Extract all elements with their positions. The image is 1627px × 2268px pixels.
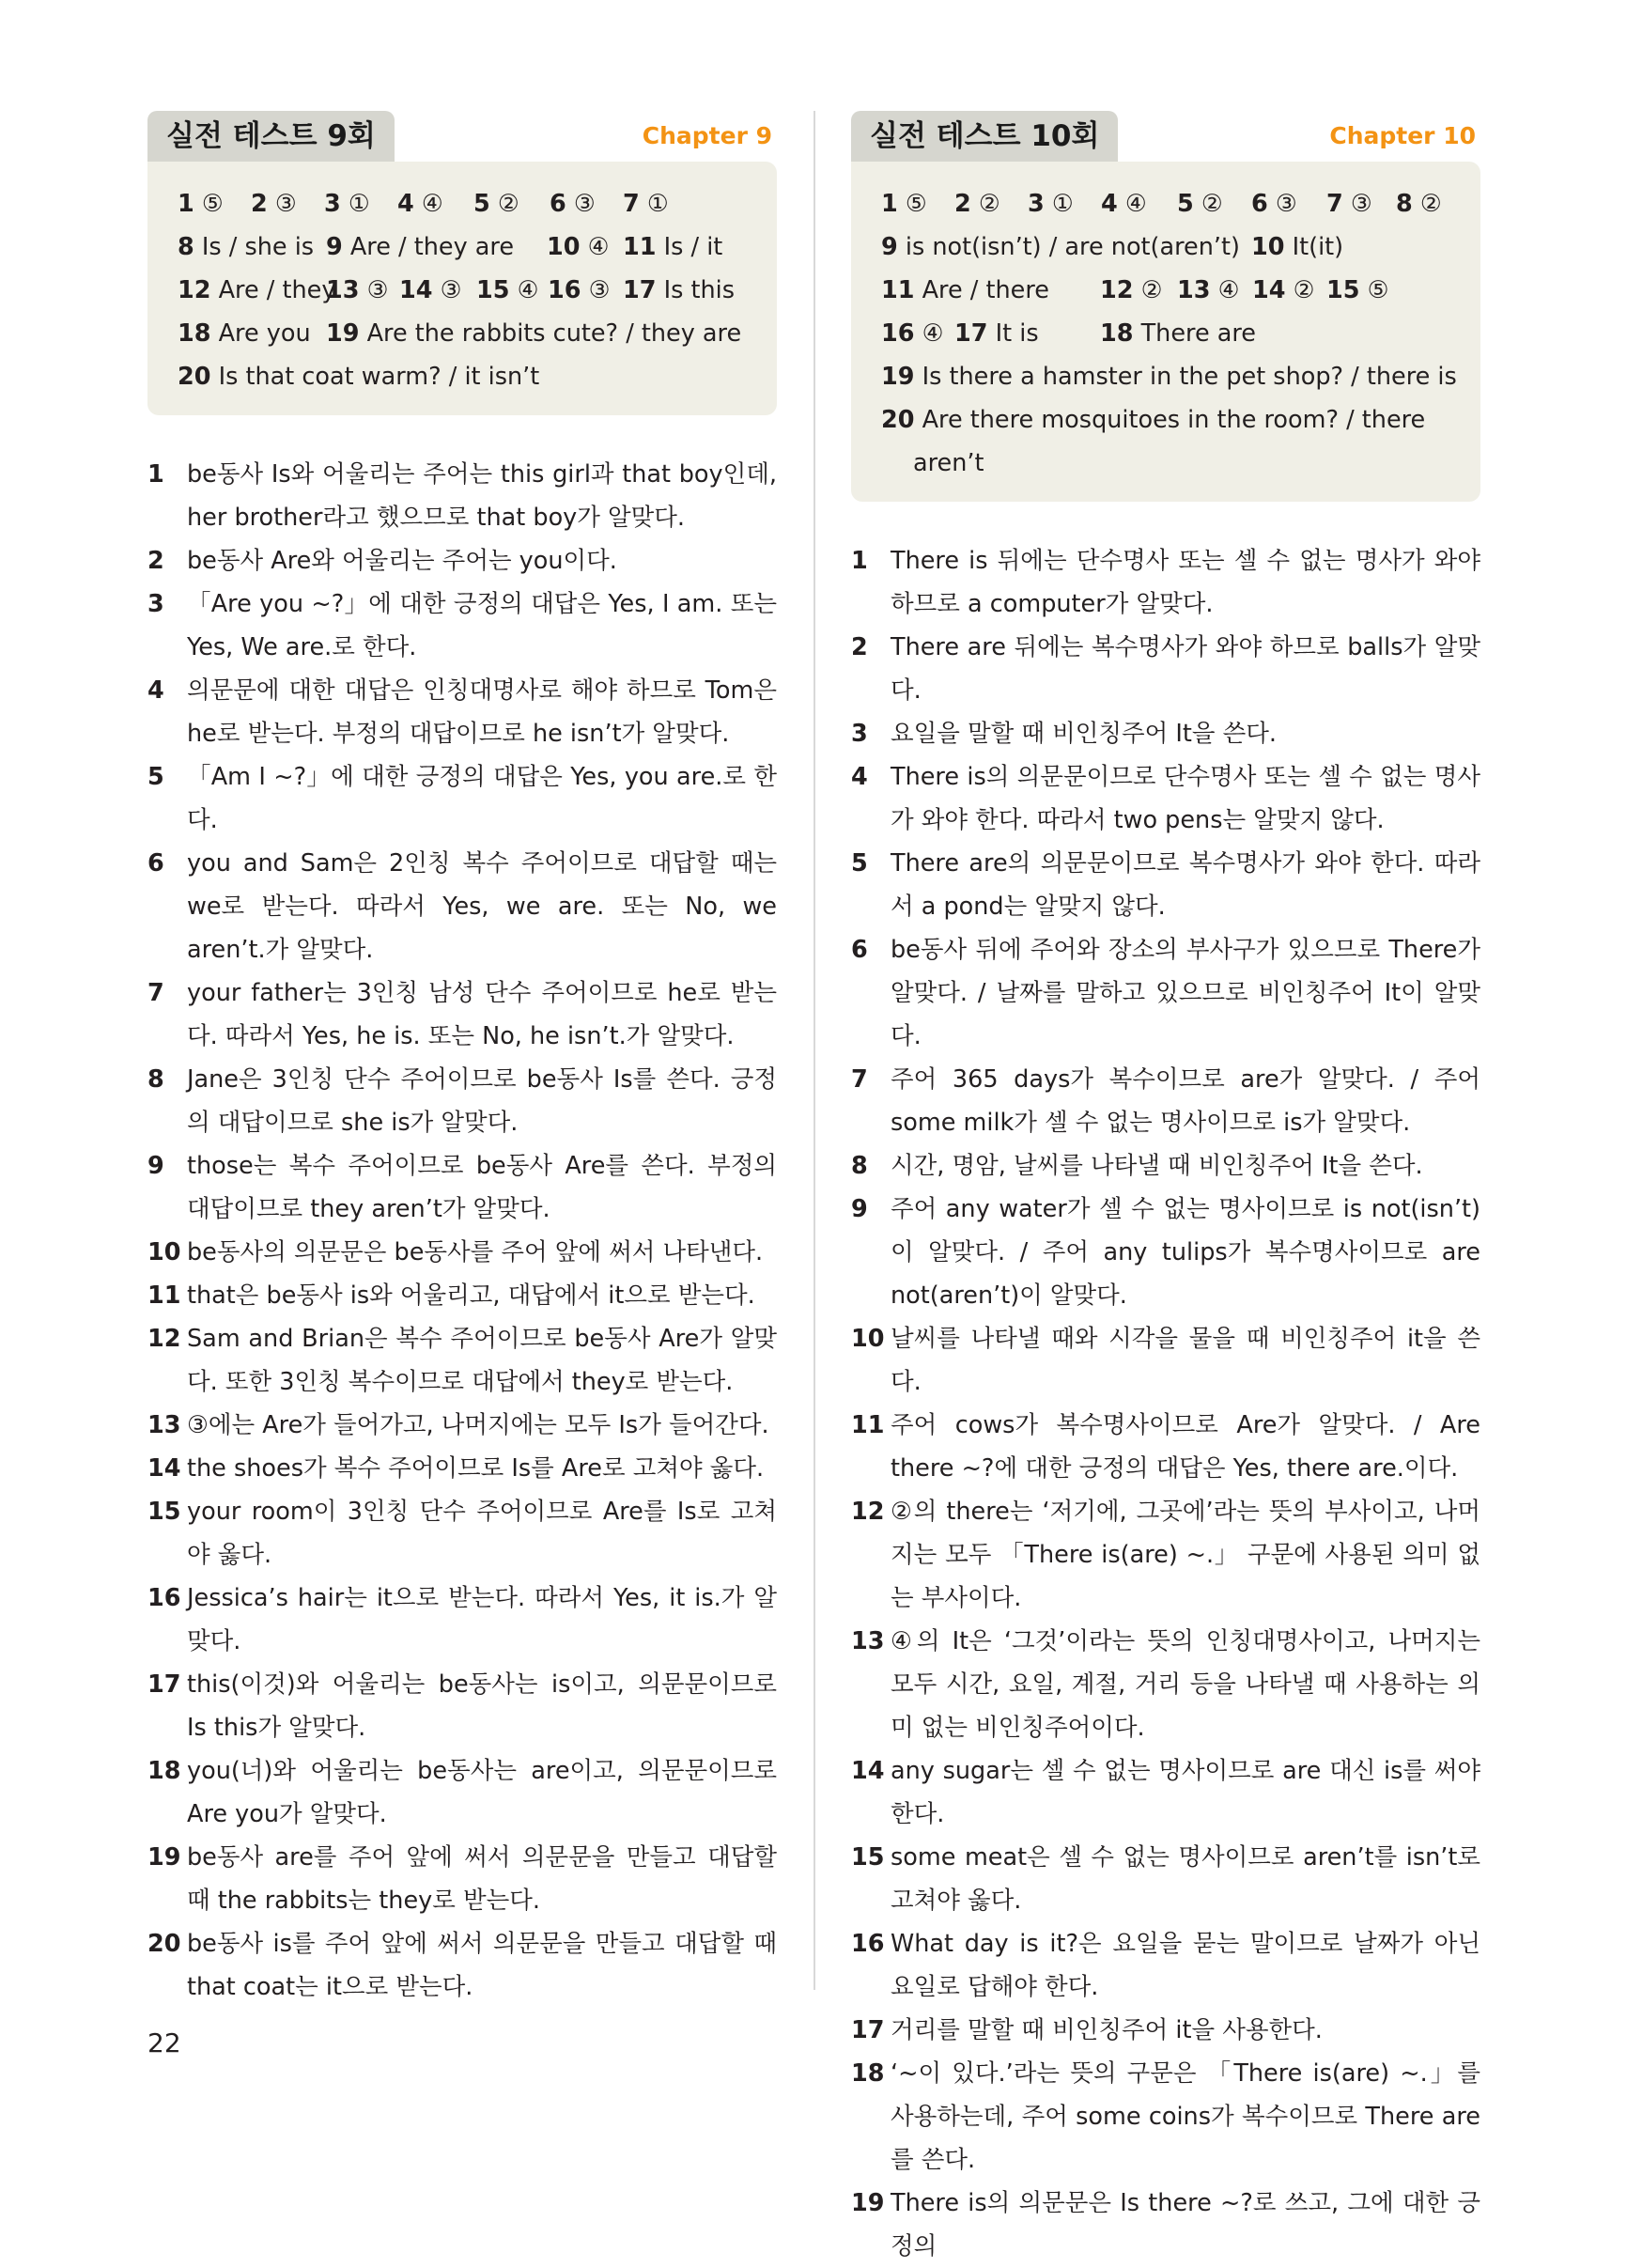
explanation-number: 14 xyxy=(147,1454,181,1483)
explanation-item xyxy=(147,1836,777,1922)
answer-number: 16 xyxy=(881,319,915,348)
answer-text: is not(isn’t) / are not(aren’t) xyxy=(905,233,1240,261)
explanation-number: 10 xyxy=(851,1325,885,1353)
answer-number: 2 xyxy=(954,190,971,218)
explanation-number: 12 xyxy=(851,1498,885,1526)
explanation-text: 날씨를 나타낼 때와 시각을 물을 때 비인칭주어 it을 쓴다. xyxy=(891,1325,1480,1396)
answer-row xyxy=(881,355,1457,398)
answer-text: Is this xyxy=(663,276,736,304)
explanation-number: 11 xyxy=(851,1411,885,1439)
answer-number: 7 xyxy=(623,190,640,218)
answer-item xyxy=(881,398,1425,442)
explanation-item xyxy=(851,2182,1480,2268)
answer-row xyxy=(178,225,749,269)
answer-text: Are / there xyxy=(922,276,1049,304)
explanation-number: 15 xyxy=(851,1843,885,1872)
explanation-item xyxy=(851,842,1480,928)
answer-item xyxy=(1100,312,1256,355)
answer-number: 5 xyxy=(1177,190,1194,218)
chapter-label: Chapter 9 xyxy=(642,122,772,149)
answer-item xyxy=(1326,269,1388,312)
explanation-item xyxy=(147,755,777,842)
answer-text: Is / she is xyxy=(201,233,315,261)
explanation-item xyxy=(851,1058,1480,1144)
answer-text: ④ xyxy=(587,233,610,261)
answer-number: 17 xyxy=(954,319,988,348)
explanation-text: Jane은 3인칭 단수 주어이므로 be동사 Is를 쓴다. 긍정의 대답이므로 she is가 알맞다. xyxy=(187,1065,777,1137)
answer-number: 14 xyxy=(399,276,433,304)
explanation-item xyxy=(851,712,1480,755)
explanation-text: There are 뒤에는 복수명사가 와야 하므로 balls가 알맞다. xyxy=(891,633,1480,705)
answer-number: 8 xyxy=(178,233,194,261)
answer-number: 18 xyxy=(1100,319,1134,348)
explanation-text: There is의 의문문이므로 단수명사 또는 셀 수 없는 명사가 와야 한다. 따라서 two pens는 알맞지 않다. xyxy=(891,763,1480,834)
explanation-text: ②의 there는 ‘저기에, 그곳에’라는 뜻의 부사이고, 나머지는 모두 「There is(are) ~.」 구문에 사용된 의미 없는 부사이다. xyxy=(891,1498,1480,1612)
explanation-number: 1 xyxy=(147,460,164,489)
answer-item xyxy=(1251,225,1343,269)
explanation-text: There is의 의문문은 Is there ~?로 쓰고, 그에 대한 긍정의 xyxy=(891,2189,1480,2260)
answer-text: Is / it xyxy=(663,233,723,261)
explanation-text: be동사 뒤에 주어와 장소의 부사구가 있으므로 There가 알맞다. / 날짜를 말하고 있으므로 비인칭주어 It이 알맞다. xyxy=(891,936,1480,1050)
answer-item xyxy=(178,355,539,398)
explanation-item xyxy=(851,1144,1480,1188)
explanation-number: 16 xyxy=(147,1584,181,1612)
answer-text: ② xyxy=(497,190,519,218)
explanation-item xyxy=(851,1490,1480,1620)
page-number: 22 xyxy=(147,2027,181,2058)
answer-text: It(it) xyxy=(1292,233,1344,261)
answer-item xyxy=(881,225,1240,269)
answer-text: ④ xyxy=(922,319,944,348)
explanation-number: 4 xyxy=(147,676,164,705)
explanation-item xyxy=(147,971,777,1058)
explanation-item xyxy=(851,2009,1480,2052)
explanation-number: 6 xyxy=(147,849,164,878)
answer-number: 2 xyxy=(251,190,268,218)
chapter-label: Chapter 10 xyxy=(1329,122,1476,149)
answer-item xyxy=(326,312,741,355)
answer-text: ③ xyxy=(1275,190,1297,218)
answer-row xyxy=(881,398,1452,442)
answer-number: 4 xyxy=(1101,190,1118,218)
explanation-number: 10 xyxy=(147,1238,181,1266)
explanation-number: 9 xyxy=(147,1152,164,1180)
answer-row xyxy=(178,182,749,225)
answer-item xyxy=(881,355,1457,398)
right-column xyxy=(851,111,1480,2268)
answer-text: ② xyxy=(978,190,1000,218)
explanation-item xyxy=(851,539,1480,626)
explanation-number: 3 xyxy=(851,720,868,748)
answer-text: Are you xyxy=(218,319,311,348)
answer-number: 13 xyxy=(1177,276,1211,304)
answer-text: ③ xyxy=(366,276,389,304)
explanation-number: 3 xyxy=(147,590,164,618)
answer-text: ③ xyxy=(440,276,462,304)
explanation-list xyxy=(851,539,1480,2268)
explanation-item xyxy=(851,1749,1480,1836)
explanation-item xyxy=(147,539,777,583)
explanation-text: Sam and Brian은 복수 주어이므로 be동사 Are가 알맞다. 또한 3인칭 복수이므로 대답에서 they로 받는다. xyxy=(187,1325,777,1396)
answer-number: 14 xyxy=(1252,276,1286,304)
explanation-text: 「Are you ~?」에 대한 긍정의 대답은 Yes, I am. 또는 Yes, We are.로 한다. xyxy=(187,590,777,661)
explanation-number: 11 xyxy=(147,1282,181,1310)
explanation-number: 2 xyxy=(851,633,868,661)
answer-text: ⑤ xyxy=(201,190,224,218)
explanation-item xyxy=(851,2052,1480,2182)
explanation-text: 시간, 명암, 날씨를 나타낼 때 비인칭주어 It을 쓴다. xyxy=(891,1152,1423,1180)
explanation-text: 요일을 말할 때 비인칭주어 It을 쓴다. xyxy=(891,720,1278,748)
answer-text: ② xyxy=(1140,276,1163,304)
explanation-text: those는 복수 주어이므로 be동사 Are를 쓴다. 부정의 대답이므로 they aren’t가 알맞다. xyxy=(187,1152,777,1223)
explanation-text: be동사 is를 주어 앞에 써서 의문문을 만들고 대답할 때 that coat는 it으로 받는다. xyxy=(187,1930,777,2001)
answer-number: 9 xyxy=(881,233,898,261)
answer-item xyxy=(547,225,609,269)
answer-number: 15 xyxy=(476,276,510,304)
answer-text: ① xyxy=(348,190,370,218)
answer-text: ④ xyxy=(1217,276,1240,304)
explanation-number: 9 xyxy=(851,1195,868,1223)
answer-row xyxy=(881,269,1452,312)
answer-text: Is that coat warm? / it isn’t xyxy=(218,363,540,391)
answer-item xyxy=(550,182,596,225)
answer-text: ④ xyxy=(1124,190,1147,218)
explanation-item xyxy=(147,1577,777,1663)
explanation-item xyxy=(851,626,1480,712)
answer-text: It is xyxy=(995,319,1039,348)
answer-item xyxy=(881,269,1049,312)
explanation-list xyxy=(147,453,777,2009)
answer-number: 3 xyxy=(1028,190,1045,218)
explanation-number: 13 xyxy=(851,1627,885,1655)
explanation-item xyxy=(147,1447,777,1490)
explanation-number: 20 xyxy=(147,1930,181,1958)
explanation-number: 8 xyxy=(851,1152,868,1180)
answer-number: 7 xyxy=(1326,190,1343,218)
answer-text: Are / they xyxy=(218,276,336,304)
explanation-item xyxy=(147,1274,777,1317)
answer-text: ⑤ xyxy=(905,190,927,218)
answer-item xyxy=(1326,182,1372,225)
answer-text: Are / they are xyxy=(349,233,515,261)
answer-item xyxy=(178,182,224,225)
answer-number: 11 xyxy=(881,276,915,304)
explanation-item xyxy=(851,1404,1480,1490)
answer-text: Are the rabbits cute? / they are xyxy=(366,319,742,348)
section-header xyxy=(147,111,777,162)
left-column xyxy=(147,111,777,2009)
answer-item xyxy=(954,182,1000,225)
answer-row xyxy=(178,312,749,355)
explanation-text: the shoes가 복수 주어이므로 Is를 Are로 고쳐야 옳다. xyxy=(187,1454,765,1483)
answer-number: 1 xyxy=(178,190,194,218)
answer-item xyxy=(1177,269,1239,312)
explanation-text: ‘~이 있다.’라는 뜻의 구문은 「There is(are) ~.」를 사용하는데, 주어 some coins가 복수이므로 There are를 쓴다. xyxy=(891,2059,1480,2174)
explanation-text: be동사 are를 주어 앞에 써서 의문문을 만들고 대답할 때 the rabbits는 they로 받는다. xyxy=(187,1843,777,1915)
explanation-item xyxy=(147,1922,777,2009)
answer-number: 17 xyxy=(623,276,657,304)
explanation-item xyxy=(147,842,777,971)
answer-row xyxy=(178,355,749,398)
answer-text: ① xyxy=(646,190,669,218)
explanation-number: 12 xyxy=(147,1325,181,1353)
explanation-text: 주어 any water가 셀 수 없는 명사이므로 is not(isn’t)이 알맞다. / 주어 any tulips가 복수명사이므로 are not(aren’t)이 알맞다. xyxy=(891,1195,1480,1310)
answer-item xyxy=(1252,269,1314,312)
answer-row xyxy=(881,225,1452,269)
explanation-item xyxy=(147,1663,777,1749)
explanation-text: What day is it?은 요일을 묻는 말이므로 날짜가 아닌 요일로 답해야 한다. xyxy=(891,1930,1480,2001)
answer-item xyxy=(913,442,984,485)
answer-number: 19 xyxy=(881,363,915,391)
answer-item xyxy=(1028,182,1074,225)
explanation-item xyxy=(147,1144,777,1231)
explanation-text: you(너)와 어울리는 be동사는 are이고, 의문문이므로 Are you가 알맞다. xyxy=(187,1757,777,1828)
answer-item xyxy=(397,182,443,225)
explanation-item xyxy=(147,1404,777,1447)
explanation-number: 1 xyxy=(851,547,868,575)
explanation-number: 19 xyxy=(147,1843,181,1872)
answer-text: ③ xyxy=(274,190,297,218)
explanation-item xyxy=(147,1058,777,1144)
answer-item xyxy=(623,269,735,312)
answer-text: ⑤ xyxy=(1367,276,1389,304)
explanation-text: your room이 3인칭 단수 주어이므로 Are를 Is로 고쳐야 옳다. xyxy=(187,1498,777,1569)
answer-number: 6 xyxy=(550,190,566,218)
answer-item xyxy=(178,225,314,269)
answer-box xyxy=(851,162,1480,502)
explanation-item xyxy=(851,1836,1480,1922)
explanation-text: ④의 It은 ‘그것’이라는 뜻의 인칭대명사이고, 나머지는 모두 시간, 요일, 계절, 거리 등을 나타낼 때 사용하는 의미 없는 비인칭주어이다. xyxy=(891,1627,1480,1742)
explanation-number: 16 xyxy=(851,1930,885,1958)
answer-number: 12 xyxy=(178,276,211,304)
explanation-text: some meat은 셀 수 없는 명사이므로 aren’t를 isn’t로 고쳐야 옳다. xyxy=(891,1843,1480,1915)
answer-item xyxy=(954,312,1039,355)
explanation-text: that은 be동사 is와 어울리고, 대답에서 it으로 받는다. xyxy=(187,1282,755,1310)
explanation-text: 주어 cows가 복수명사이므로 Are가 알맞다. / Are there ~?에 대한 긍정의 대답은 Yes, there are.이다. xyxy=(891,1411,1480,1483)
explanation-item xyxy=(147,1317,777,1404)
answer-text: ② xyxy=(1293,276,1315,304)
explanation-item xyxy=(851,1317,1480,1404)
explanation-number: 5 xyxy=(851,849,868,878)
answer-number: 3 xyxy=(324,190,341,218)
answer-item xyxy=(548,269,610,312)
answer-text: aren’t xyxy=(913,449,984,477)
explanation-item xyxy=(851,755,1480,842)
explanation-number: 17 xyxy=(147,1670,181,1699)
explanation-item xyxy=(147,583,777,669)
answer-number: 1 xyxy=(881,190,898,218)
answer-text: ④ xyxy=(517,276,539,304)
answer-item xyxy=(1177,182,1223,225)
answer-item xyxy=(326,269,388,312)
explanation-item xyxy=(147,1231,777,1274)
answer-box xyxy=(147,162,777,415)
answer-number: 5 xyxy=(473,190,490,218)
answer-number: 10 xyxy=(1251,233,1285,261)
explanation-number: 15 xyxy=(147,1498,181,1526)
answer-item xyxy=(251,182,297,225)
explanation-text: 「Am I ~?」에 대한 긍정의 대답은 Yes, you are.로 한다. xyxy=(187,763,777,834)
explanation-text: be동사의 의문문은 be동사를 주어 앞에 써서 나타낸다. xyxy=(187,1238,764,1266)
answer-item xyxy=(881,312,943,355)
explanation-text: There is 뒤에는 단수명사 또는 셀 수 없는 명사가 와야 하므로 a computer가 알맞다. xyxy=(891,547,1480,618)
explanation-item xyxy=(147,669,777,755)
answer-number: 15 xyxy=(1326,276,1360,304)
explanation-number: 6 xyxy=(851,936,868,964)
explanation-number: 8 xyxy=(147,1065,164,1094)
answer-text: ③ xyxy=(588,276,611,304)
answer-item xyxy=(178,269,335,312)
explanation-number: 7 xyxy=(851,1065,868,1094)
answer-text: ② xyxy=(1419,190,1442,218)
answer-item xyxy=(1251,182,1297,225)
section-tab-title: 실전 테스트 10회 xyxy=(851,111,1118,162)
explanation-text: any sugar는 셀 수 없는 명사이므로 are 대신 is를 써야 한다. xyxy=(891,1757,1480,1828)
answer-text: ③ xyxy=(1350,190,1372,218)
explanation-text: 거리를 말할 때 비인칭주어 it을 사용한다. xyxy=(891,2016,1323,2044)
explanation-number: 2 xyxy=(147,547,164,575)
explanation-item xyxy=(147,1749,777,1836)
answer-row xyxy=(881,182,1452,225)
explanation-text: be동사 Is와 어울리는 주어는 this girl과 that boy인데, her brother라고 했으므로 that boy가 알맞다. xyxy=(187,460,777,532)
explanation-text: 의문문에 대한 대답은 인칭대명사로 해야 하므로 Tom은 he로 받는다. 부정의 대답이므로 he isn’t가 알맞다. xyxy=(187,676,777,748)
explanation-number: 17 xyxy=(851,2016,885,2044)
column-divider xyxy=(814,111,815,1990)
answer-item xyxy=(324,182,370,225)
explanation-number: 4 xyxy=(851,763,868,791)
explanation-number: 5 xyxy=(147,763,164,791)
answer-item xyxy=(623,225,722,269)
explanation-item xyxy=(851,1620,1480,1749)
answer-text: There are xyxy=(1140,319,1256,348)
explanation-number: 18 xyxy=(851,2059,885,2088)
answer-item xyxy=(399,269,461,312)
explanation-number: 7 xyxy=(147,979,164,1007)
answer-number: 20 xyxy=(178,363,211,391)
explanation-text: There are의 의문문이므로 복수명사가 와야 한다. 따라서 a pond는 알맞지 않다. xyxy=(891,849,1480,921)
answer-row xyxy=(881,442,1452,485)
answer-row xyxy=(881,312,1452,355)
explanation-text: this(이것)와 어울리는 be동사는 is이고, 의문문이므로 Is this가 알맞다. xyxy=(187,1670,777,1742)
explanation-text: 주어 365 days가 복수이므로 are가 알맞다. / 주어 some milk가 셀 수 없는 명사이므로 is가 알맞다. xyxy=(891,1065,1480,1137)
explanation-item xyxy=(851,1922,1480,2009)
answer-number: 18 xyxy=(178,319,211,348)
explanation-number: 14 xyxy=(851,1757,885,1785)
answer-text: ② xyxy=(1201,190,1223,218)
answer-text: Is there a hamster in the pet shop? / there is xyxy=(922,363,1457,391)
answer-number: 13 xyxy=(326,276,360,304)
answer-text: ③ xyxy=(573,190,596,218)
explanation-item xyxy=(851,928,1480,1058)
explanation-text: you and Sam은 2인칭 복수 주어이므로 대답할 때는 we로 받는다. 따라서 Yes, we are. 또는 No, we aren’t.가 알맞다. xyxy=(187,849,777,964)
explanation-text: ③에는 Are가 들어가고, 나머지에는 모두 Is가 들어간다. xyxy=(187,1411,769,1439)
section-header xyxy=(851,111,1480,162)
explanation-item xyxy=(851,1188,1480,1317)
explanation-number: 18 xyxy=(147,1757,181,1785)
answer-row xyxy=(178,269,749,312)
answer-item xyxy=(473,182,519,225)
answer-item xyxy=(623,182,669,225)
answer-number: 8 xyxy=(1396,190,1413,218)
explanation-text: your father는 3인칭 남성 단수 주어이므로 he로 받는다. 따라서 Yes, he is. 또는 No, he isn’t.가 알맞다. xyxy=(187,979,777,1050)
answer-item xyxy=(1396,182,1442,225)
answer-text: Are there mosquitoes in the room? / there xyxy=(922,406,1426,434)
explanation-item xyxy=(147,453,777,539)
answer-item xyxy=(1101,182,1147,225)
explanation-number: 19 xyxy=(851,2189,885,2217)
answer-number: 16 xyxy=(548,276,581,304)
section-tab-title: 실전 테스트 9회 xyxy=(147,111,395,162)
answer-item xyxy=(476,269,538,312)
answer-item xyxy=(178,312,311,355)
explanation-number: 13 xyxy=(147,1411,181,1439)
answer-number: 20 xyxy=(881,406,915,434)
answer-item xyxy=(1100,269,1162,312)
explanation-text: Jessica’s hair는 it으로 받는다. 따라서 Yes, it is.가 알맞다. xyxy=(187,1584,777,1655)
answer-number: 12 xyxy=(1100,276,1134,304)
explanation-item xyxy=(147,1490,777,1577)
explanation-text: be동사 Are와 어울리는 주어는 you이다. xyxy=(187,547,617,575)
answer-number: 9 xyxy=(326,233,343,261)
answer-item xyxy=(326,225,514,269)
answer-number: 6 xyxy=(1251,190,1268,218)
answer-text: ① xyxy=(1051,190,1074,218)
answer-number: 11 xyxy=(623,233,657,261)
answer-number: 19 xyxy=(326,319,360,348)
answer-item xyxy=(881,182,927,225)
answer-text: ④ xyxy=(421,190,443,218)
answer-number: 10 xyxy=(547,233,581,261)
answer-number: 4 xyxy=(397,190,414,218)
